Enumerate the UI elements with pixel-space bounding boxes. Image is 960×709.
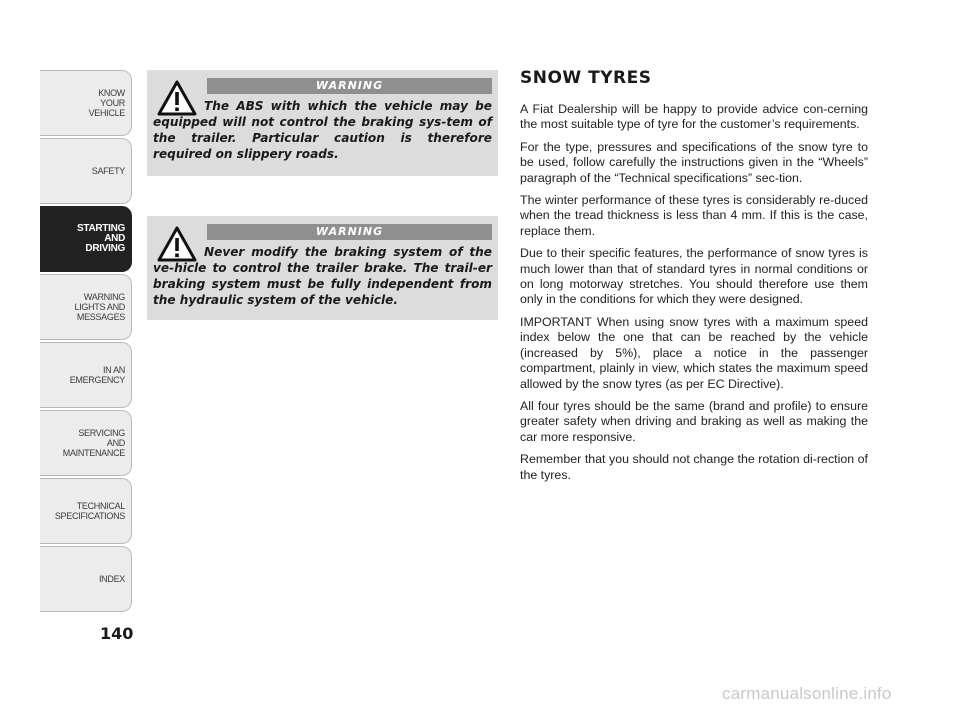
warning-box-braking-system [147,216,498,320]
paragraph: Remember that you should not change the rotation di-rection of the tyres. [520,452,868,482]
paragraph: All four tyres should be the same (brand and profile) to ensure greater safety when driving and braking as well as making the car more responsive. [520,398,868,444]
section-title: SNOW TYRES [520,68,652,88]
paragraph: IMPORTANT When using snow tyres with a maximum speed index below the one that can be reached by the vehicle (increased by 5%), place a notice in the passenger compartment, plainly in view, which states the maximum speed allowed by the snow tyres (as per EC Directive). [520,314,868,391]
page-number: 140 [100,624,134,643]
warning-text: The ABS with which the vehicle may be equipped will not control the braking sys-tem of the trailer. Particular caution is therefore required on slippery roads. [153,99,492,161]
paragraph: Due to their specific features, the performance of snow tyres is much lower than that of standard tyres in normal conditions or on long motorway stretches. You should therefore use them only in the conditions for which they were designed. [520,246,868,307]
warning-header: WARNING [207,78,492,94]
warning-text: Never modify the braking system of the ve-hicle to control the trailer brake. The trail-er braking system must be fully independent from the hydraulic system of the vehicle. [153,245,492,307]
tab-technical-specifications[interactable]: TECHNICAL SPECIFICATIONS [40,478,132,544]
warning-triangle-icon [157,80,197,116]
paragraph: The winter performance of these tyres is considerably re-duced when the tread thickness is less than 4 mm. If this is the case, replace them. [520,193,868,238]
tab-starting-and-driving[interactable]: STARTING AND DRIVING [40,206,132,272]
tab-warning-lights-and-messages[interactable]: WARNING LIGHTS AND MESSAGES [40,274,132,340]
tab-in-an-emergency[interactable]: IN AN EMERGENCY [40,342,132,408]
tab-know-your-vehicle[interactable]: KNOW YOUR VEHICLE [40,70,132,136]
tab-safety[interactable]: SAFETY [40,138,132,204]
warning-triangle-icon [157,226,197,262]
watermark: carmanualsonline.info [722,684,892,703]
tab-servicing-and-maintenance[interactable]: SERVICING AND MAINTENANCE [40,410,132,476]
chapter-tabs [40,70,132,614]
paragraph: For the type, pressures and specifications of the snow tyre to be used, follow carefully the instructions given in the “Wheels” paragraph of the “Technical specifications” sec-tion. [520,139,868,185]
warning-box-abs [147,70,498,176]
snow-tyres-section [520,68,868,490]
tab-index[interactable]: INDEX [40,546,132,612]
warning-header: WARNING [207,224,492,240]
paragraph: A Fiat Dealership will be happy to provide advice con-cerning the most suitable type of tyre for the customer’s requirements. [520,102,868,132]
